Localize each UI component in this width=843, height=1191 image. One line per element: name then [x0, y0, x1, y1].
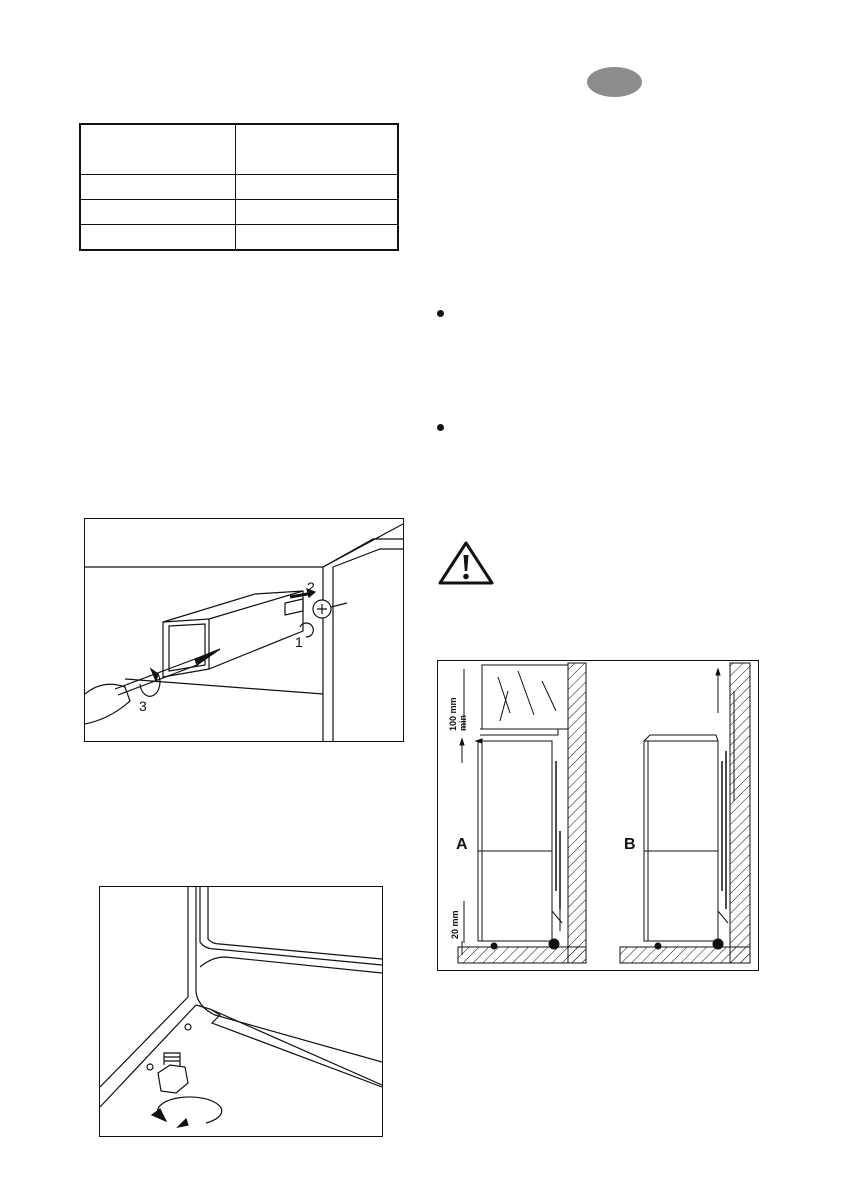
table-row: [80, 225, 398, 250]
callout-3: 3: [139, 698, 147, 714]
warning-triangle-icon: [437, 540, 495, 586]
spacer-mounting-drawing: [85, 519, 403, 741]
table-cell: [80, 200, 236, 225]
table-header-cell: [236, 124, 399, 174]
bullet-point: [437, 310, 444, 317]
dimension-top: 100 mm: [448, 697, 458, 731]
table-cell: [80, 225, 236, 250]
table-header-row: [80, 124, 398, 174]
dimension-bottom: 20 mm: [450, 910, 460, 939]
callout-2: 2: [307, 579, 315, 595]
panel-b-label: B: [624, 836, 636, 853]
table-cell: [80, 174, 236, 199]
adjustable-foot-figure: [99, 886, 383, 1137]
table-cell: [236, 225, 399, 250]
dimension-top-suffix: min: [458, 714, 468, 731]
table-row: [80, 200, 398, 225]
adjustable-foot-drawing: [100, 887, 382, 1136]
spacer-mounting-figure: [84, 518, 404, 742]
climate-class-table: [79, 123, 399, 251]
ventilation-drawing: [438, 661, 758, 970]
bullet-point: [437, 424, 444, 431]
ventilation-figure: [437, 660, 759, 971]
panel-a-label: A: [456, 836, 468, 853]
table-header-cell: [80, 124, 236, 174]
callout-1: 1: [295, 634, 303, 650]
table-cell: [236, 174, 399, 199]
language-badge: [587, 67, 642, 97]
table-row: [80, 174, 398, 199]
table-cell: [236, 200, 399, 225]
